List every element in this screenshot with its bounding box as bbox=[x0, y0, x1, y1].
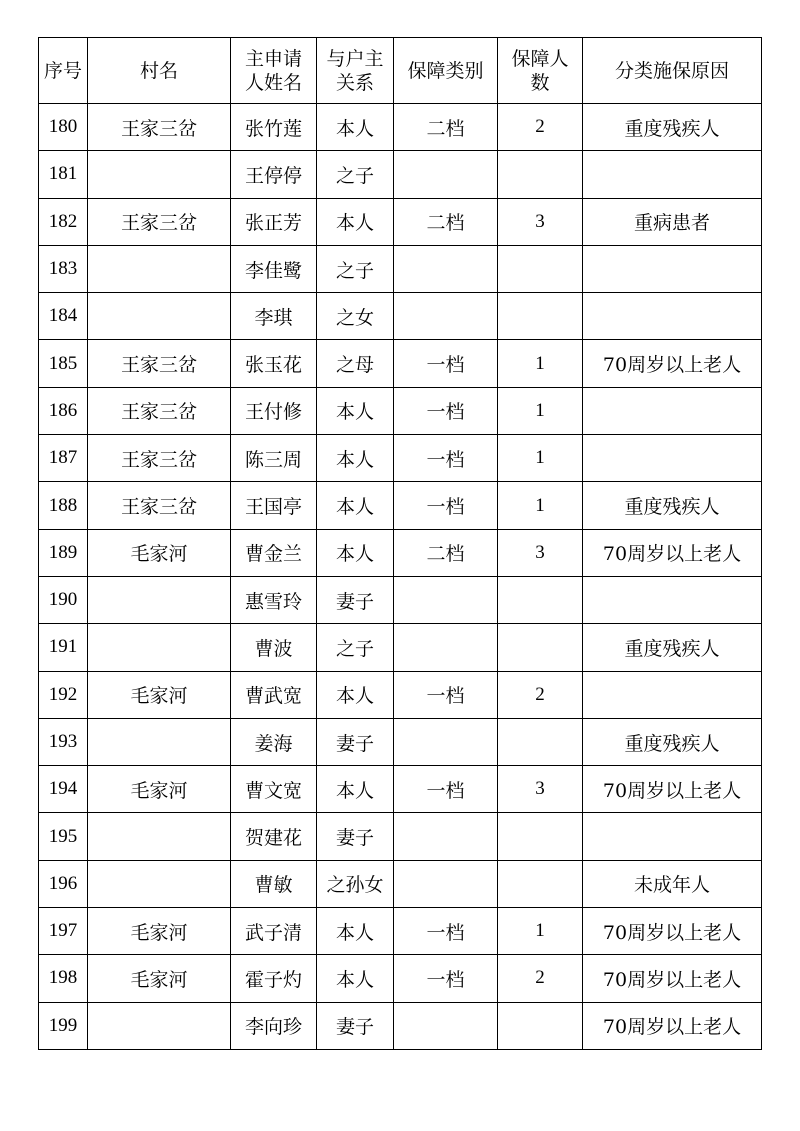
cell-reason: 70周岁以上老人 bbox=[583, 1002, 762, 1049]
cell-relation: 之子 bbox=[317, 245, 394, 292]
cell-reason: 70周岁以上老人 bbox=[583, 955, 762, 1002]
cell-relation: 本人 bbox=[317, 104, 394, 151]
cell-name: 张竹莲 bbox=[231, 104, 317, 151]
cell-count bbox=[498, 718, 583, 765]
cell-name: 陈三周 bbox=[231, 435, 317, 482]
cell-name: 惠雪玲 bbox=[231, 576, 317, 623]
cell-category: 一档 bbox=[394, 908, 498, 955]
cell-village: 王家三岔 bbox=[88, 482, 231, 529]
table-row bbox=[39, 813, 762, 860]
header-applicant-line1: 主申请 bbox=[244, 47, 302, 70]
table-row bbox=[39, 245, 762, 292]
cell-reason bbox=[583, 813, 762, 860]
cell-village bbox=[88, 576, 231, 623]
table-row bbox=[39, 151, 762, 198]
cell-category: 二档 bbox=[394, 529, 498, 576]
cell-name: 姜海 bbox=[231, 718, 317, 765]
cell-category bbox=[394, 624, 498, 671]
table-row bbox=[39, 529, 762, 576]
cell-relation: 之子 bbox=[317, 151, 394, 198]
cell-reason bbox=[583, 293, 762, 340]
cell-category: 一档 bbox=[394, 766, 498, 813]
cell-category bbox=[394, 1002, 498, 1049]
cell-relation: 之孙女 bbox=[317, 860, 394, 907]
cell-seq: 187 bbox=[39, 435, 88, 482]
cell-reason: 70周岁以上老人 bbox=[583, 529, 762, 576]
cell-relation: 之子 bbox=[317, 624, 394, 671]
header-count-line1: 保障人 bbox=[511, 47, 569, 70]
cell-name: 王国亭 bbox=[231, 482, 317, 529]
cell-village bbox=[88, 245, 231, 292]
table-row bbox=[39, 482, 762, 529]
cell-count: 1 bbox=[498, 482, 583, 529]
cell-seq: 180 bbox=[39, 104, 88, 151]
cell-seq: 181 bbox=[39, 151, 88, 198]
cell-count bbox=[498, 1002, 583, 1049]
cell-seq: 193 bbox=[39, 718, 88, 765]
cell-name: 李琪 bbox=[231, 293, 317, 340]
cell-count bbox=[498, 860, 583, 907]
cell-seq: 192 bbox=[39, 671, 88, 718]
table-row bbox=[39, 624, 762, 671]
cell-name: 李向珍 bbox=[231, 1002, 317, 1049]
header-count bbox=[498, 38, 583, 104]
cell-count: 3 bbox=[498, 198, 583, 245]
cell-category: 一档 bbox=[394, 671, 498, 718]
cell-count bbox=[498, 624, 583, 671]
cell-reason: 70周岁以上老人 bbox=[583, 908, 762, 955]
table-row bbox=[39, 387, 762, 434]
cell-category bbox=[394, 245, 498, 292]
cell-village bbox=[88, 813, 231, 860]
cell-seq: 183 bbox=[39, 245, 88, 292]
cell-name: 张玉花 bbox=[231, 340, 317, 387]
table-body bbox=[39, 104, 762, 1050]
header-relation bbox=[317, 38, 394, 104]
cell-relation: 本人 bbox=[317, 435, 394, 482]
cell-category: 一档 bbox=[394, 435, 498, 482]
cell-seq: 199 bbox=[39, 1002, 88, 1049]
cell-relation: 妻子 bbox=[317, 1002, 394, 1049]
cell-reason: 重病患者 bbox=[583, 198, 762, 245]
cell-village: 王家三岔 bbox=[88, 387, 231, 434]
cell-count bbox=[498, 151, 583, 198]
cell-name: 曹文宽 bbox=[231, 766, 317, 813]
cell-seq: 195 bbox=[39, 813, 88, 860]
cell-village: 王家三岔 bbox=[88, 435, 231, 482]
table-row bbox=[39, 671, 762, 718]
cell-village bbox=[88, 624, 231, 671]
header-row bbox=[39, 38, 762, 104]
cell-category: 二档 bbox=[394, 104, 498, 151]
cell-name: 张正芳 bbox=[231, 198, 317, 245]
table-row bbox=[39, 860, 762, 907]
cell-relation: 本人 bbox=[317, 529, 394, 576]
cell-reason: 70周岁以上老人 bbox=[583, 766, 762, 813]
cell-seq: 194 bbox=[39, 766, 88, 813]
cell-seq: 186 bbox=[39, 387, 88, 434]
cell-category: 二档 bbox=[394, 198, 498, 245]
cell-relation: 本人 bbox=[317, 198, 394, 245]
cell-village bbox=[88, 1002, 231, 1049]
header-reason: 分类施保原因 bbox=[583, 38, 762, 104]
cell-seq: 198 bbox=[39, 955, 88, 1002]
cell-relation: 本人 bbox=[317, 766, 394, 813]
cell-name: 曹波 bbox=[231, 624, 317, 671]
cell-count: 3 bbox=[498, 766, 583, 813]
cell-seq: 189 bbox=[39, 529, 88, 576]
cell-reason bbox=[583, 576, 762, 623]
cell-count bbox=[498, 245, 583, 292]
header-count-line2: 数 bbox=[530, 71, 550, 94]
cell-category bbox=[394, 151, 498, 198]
cell-count bbox=[498, 293, 583, 340]
cell-name: 曹敏 bbox=[231, 860, 317, 907]
cell-reason bbox=[583, 435, 762, 482]
table-row bbox=[39, 104, 762, 151]
header-applicant-line2: 人姓名 bbox=[244, 71, 302, 94]
cell-count: 2 bbox=[498, 955, 583, 1002]
cell-category: 一档 bbox=[394, 340, 498, 387]
cell-relation: 本人 bbox=[317, 908, 394, 955]
cell-village: 毛家河 bbox=[88, 908, 231, 955]
cell-count: 1 bbox=[498, 387, 583, 434]
cell-relation: 本人 bbox=[317, 482, 394, 529]
cell-category: 一档 bbox=[394, 387, 498, 434]
cell-relation: 妻子 bbox=[317, 813, 394, 860]
cell-name: 贺建花 bbox=[231, 813, 317, 860]
cell-village: 王家三岔 bbox=[88, 198, 231, 245]
cell-category bbox=[394, 860, 498, 907]
cell-seq: 191 bbox=[39, 624, 88, 671]
cell-category: 一档 bbox=[394, 955, 498, 1002]
cell-name: 李佳鹭 bbox=[231, 245, 317, 292]
cell-relation: 妻子 bbox=[317, 718, 394, 765]
cell-category bbox=[394, 813, 498, 860]
header-applicant bbox=[231, 38, 317, 104]
cell-name: 曹金兰 bbox=[231, 529, 317, 576]
cell-village: 毛家河 bbox=[88, 529, 231, 576]
cell-village bbox=[88, 860, 231, 907]
cell-village bbox=[88, 151, 231, 198]
cell-reason: 重度残疾人 bbox=[583, 482, 762, 529]
cell-relation: 之母 bbox=[317, 340, 394, 387]
cell-category: 一档 bbox=[394, 482, 498, 529]
cell-seq: 190 bbox=[39, 576, 88, 623]
cell-count: 2 bbox=[498, 104, 583, 151]
cell-reason bbox=[583, 671, 762, 718]
table-row bbox=[39, 908, 762, 955]
cell-relation: 之女 bbox=[317, 293, 394, 340]
cell-reason bbox=[583, 245, 762, 292]
cell-reason: 未成年人 bbox=[583, 860, 762, 907]
table-row bbox=[39, 718, 762, 765]
header-village: 村名 bbox=[88, 38, 231, 104]
table-row bbox=[39, 198, 762, 245]
cell-category bbox=[394, 293, 498, 340]
cell-category bbox=[394, 576, 498, 623]
cell-village: 毛家河 bbox=[88, 955, 231, 1002]
cell-relation: 本人 bbox=[317, 387, 394, 434]
cell-reason: 70周岁以上老人 bbox=[583, 340, 762, 387]
cell-name: 王停停 bbox=[231, 151, 317, 198]
header-relation-line2: 关系 bbox=[335, 71, 374, 94]
assistance-roster-table bbox=[38, 37, 762, 1050]
cell-seq: 182 bbox=[39, 198, 88, 245]
cell-name: 曹武宽 bbox=[231, 671, 317, 718]
cell-seq: 197 bbox=[39, 908, 88, 955]
cell-reason bbox=[583, 387, 762, 434]
header-seq: 序号 bbox=[39, 38, 88, 104]
cell-name: 武子清 bbox=[231, 908, 317, 955]
cell-seq: 188 bbox=[39, 482, 88, 529]
cell-count: 1 bbox=[498, 340, 583, 387]
cell-count: 2 bbox=[498, 671, 583, 718]
cell-count: 1 bbox=[498, 908, 583, 955]
cell-seq: 196 bbox=[39, 860, 88, 907]
cell-reason: 重度残疾人 bbox=[583, 624, 762, 671]
table-row bbox=[39, 1002, 762, 1049]
cell-village: 毛家河 bbox=[88, 766, 231, 813]
cell-category bbox=[394, 718, 498, 765]
cell-village: 王家三岔 bbox=[88, 340, 231, 387]
table-row bbox=[39, 766, 762, 813]
table-row bbox=[39, 955, 762, 1002]
cell-reason: 重度残疾人 bbox=[583, 718, 762, 765]
table-row bbox=[39, 340, 762, 387]
header-relation-line1: 与户主 bbox=[326, 47, 384, 70]
cell-village: 王家三岔 bbox=[88, 104, 231, 151]
table-row bbox=[39, 435, 762, 482]
table-row bbox=[39, 293, 762, 340]
cell-count bbox=[498, 576, 583, 623]
cell-reason bbox=[583, 151, 762, 198]
cell-seq: 185 bbox=[39, 340, 88, 387]
table-row bbox=[39, 576, 762, 623]
cell-name: 霍子灼 bbox=[231, 955, 317, 1002]
cell-village bbox=[88, 293, 231, 340]
cell-relation: 妻子 bbox=[317, 576, 394, 623]
cell-count bbox=[498, 813, 583, 860]
cell-relation: 本人 bbox=[317, 955, 394, 1002]
header-category: 保障类别 bbox=[394, 38, 498, 104]
cell-reason: 重度残疾人 bbox=[583, 104, 762, 151]
cell-relation: 本人 bbox=[317, 671, 394, 718]
cell-village bbox=[88, 718, 231, 765]
cell-village: 毛家河 bbox=[88, 671, 231, 718]
cell-count: 1 bbox=[498, 435, 583, 482]
cell-count: 3 bbox=[498, 529, 583, 576]
cell-name: 王付修 bbox=[231, 387, 317, 434]
cell-seq: 184 bbox=[39, 293, 88, 340]
